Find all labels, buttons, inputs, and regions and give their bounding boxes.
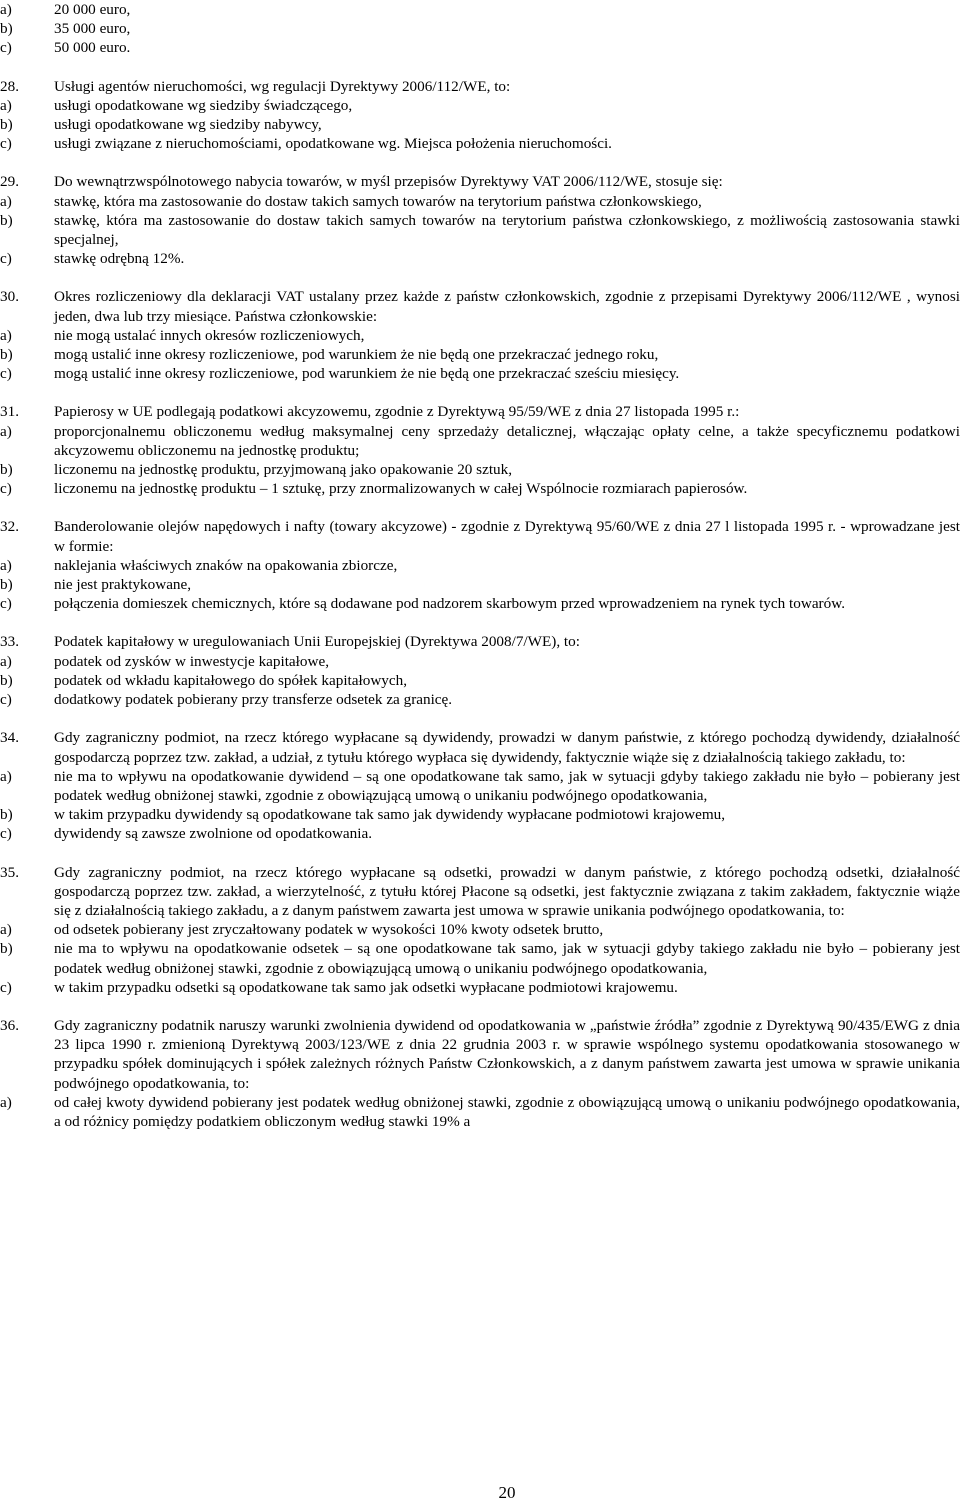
option-text: od odsetek pobierany jest zryczałtowany podatek w wysokości 10% kwoty odsetek brutto,	[54, 921, 604, 939]
spacer	[0, 153, 960, 172]
question-34	[0, 728, 960, 843]
option-c	[0, 824, 960, 843]
option-label: b)	[0, 211, 13, 229]
option-c	[0, 249, 960, 268]
option-text: od całej kwoty dywidend pobierany jest podatek według obniżonej stawki, zgodnie z obowiązującą umową o unikaniu podwójnego opodatkowania, a od różnicy pomiędzy podatkiem obliczonym według stawki 19% a	[54, 1093, 960, 1130]
option-text: 50 000 euro.	[54, 39, 131, 57]
option-label: a)	[0, 1, 12, 18]
option-text: podatek od wkładu kapitałowego do spółek kapitałowych,	[54, 671, 408, 689]
question-stem	[0, 77, 960, 96]
option-text: stawkę odrębną 12%.	[54, 250, 185, 268]
question-text: Gdy zagraniczny podatnik naruszy warunki zwolnienia dywidend od opodatkowania w „państwie źródła” zgodnie z Dyrektywą 90/435/EWG z dnia 23 lipca 1990 r. zmienioną Dyrektywą 2003/123/WE z dnia 22 grudnia 2003 r. w sprawie wspólnego systemu opodatkowania stosowanego w przypadku spółek dominujących i spółek zależnych różnych Państw Członkowskich, a z danym państwem zawarta jest umowa w sprawie unikania podwójnego opodatkowania, to:	[54, 1016, 960, 1092]
question-28	[0, 77, 960, 154]
option-label: b)	[0, 346, 13, 364]
option-b	[0, 671, 960, 690]
option-label: a)	[0, 767, 12, 785]
option-c	[0, 978, 960, 997]
option-label: b)	[0, 806, 13, 824]
option-text: w takim przypadku odsetki są opodatkowane tak samo jak odsetki wypłacane podmiotowi krajowemu.	[54, 978, 678, 996]
option-c	[0, 479, 960, 498]
option-a	[0, 0, 960, 19]
option-label: c)	[0, 825, 12, 843]
option-a	[0, 767, 960, 805]
question-35	[0, 863, 960, 997]
option-text: stawkę, która ma zastosowanie do dostaw takich samych towarów na terytorium państwa członkowskiego, z możliwością zastosowania stawki specjalnej,	[54, 211, 960, 249]
option-text: naklejania właściwych znaków na opakowania zbiorcze,	[54, 556, 398, 574]
spacer	[0, 613, 960, 632]
question-stem	[0, 517, 960, 555]
question-number: 30.	[0, 288, 19, 306]
option-b	[0, 211, 960, 249]
option-c	[0, 134, 960, 153]
option-a	[0, 652, 960, 671]
question-33	[0, 632, 960, 709]
option-a	[0, 556, 960, 575]
option-text: proporcjonalnemu obliczonemu według maksymalnej ceny sprzedaży detalicznej, włączając opłaty celne, a także specyficznemu podatkowi akcyzowemu obliczonemu na jednostkę produktu;	[54, 422, 960, 459]
option-c	[0, 38, 960, 57]
spacer	[0, 997, 960, 1016]
option-label: b)	[0, 20, 13, 38]
option-text: liczonemu na jednostkę produktu, przyjmowaną jako opakowanie 20 sztuk,	[54, 461, 513, 479]
option-b	[0, 939, 960, 977]
question-text: Gdy zagraniczny podmiot, na rzecz którego wypłacane są odsetki, prowadzi w danym państwie, z którego pochodzą odsetki, działalność gospodarczą poprzez tzw. zakład, a wierzytelność, z tytułu której Płacone są odsetki, jest faktycznie związana z takim zakładem, faktycznie wiąże się z działalnością takiego zakładu, a z danym państwem zawarta jest umowa w sprawie unikania podwójnego opodatkowania, to:	[54, 863, 960, 919]
option-a	[0, 326, 960, 345]
option-label: b)	[0, 576, 13, 594]
option-label: b)	[0, 461, 13, 479]
option-label: a)	[0, 96, 12, 114]
option-label: b)	[0, 940, 13, 958]
spacer	[0, 498, 960, 517]
option-b	[0, 345, 960, 364]
option-label: a)	[0, 556, 12, 574]
option-text: dywidendy są zawsze zwolnione od opodatkowania.	[54, 825, 373, 843]
option-label: c)	[0, 978, 12, 996]
option-label: b)	[0, 116, 13, 134]
question-32	[0, 517, 960, 613]
option-text: usługi związane z nieruchomościami, opodatkowane wg. Miejsca położenia nieruchomości.	[54, 135, 612, 153]
option-text: połączenia domieszek chemicznych, które są dodawane pod nadzorem skarbowym przed wprowadzeniem na rynek tych towarów.	[54, 595, 845, 613]
option-label: c)	[0, 39, 12, 57]
option-a	[0, 96, 960, 115]
option-label: a)	[0, 652, 12, 670]
option-label: a)	[0, 422, 12, 440]
question-number: 29.	[0, 173, 19, 191]
option-text: 35 000 euro,	[54, 20, 131, 38]
option-label: c)	[0, 595, 12, 613]
question-number: 31.	[0, 403, 19, 421]
option-text: stawkę, która ma zastosowanie do dostaw takich samych towarów na terytorium państwa członkowskiego,	[54, 192, 702, 210]
question-36	[0, 1016, 960, 1131]
question-number: 34.	[0, 729, 19, 747]
option-label: a)	[0, 921, 12, 939]
question-stem	[0, 1016, 960, 1093]
question-number: 32.	[0, 518, 19, 536]
option-a	[0, 422, 960, 460]
question-text: Gdy zagraniczny podmiot, na rzecz którego wypłacane są dywidendy, prowadzi w danym państwie, z którego pochodzą dywidendy, działalność gospodarczą poprzez tzw. zakład, a udział, z tytułu którego wypłaca się dywidendy, faktycznie wiąże się z działalnością takiego zakładu, to:	[54, 729, 960, 766]
option-text: w takim przypadku dywidendy są opodatkowane tak samo jak dywidendy wypłacane podmiotowi krajowemu,	[54, 806, 726, 824]
question-29	[0, 172, 960, 268]
question-number: 28.	[0, 77, 19, 95]
spacer	[0, 268, 960, 287]
question-stem	[0, 287, 960, 325]
question-text: Usługi agentów nieruchomości, wg regulacji Dyrektywy 2006/112/WE, to:	[54, 77, 511, 95]
option-a	[0, 1093, 960, 1131]
question-30	[0, 287, 960, 383]
question-27-options	[0, 0, 960, 58]
option-text: liczonemu na jednostkę produktu – 1 sztukę, przy znormalizowanych w całej Wspólnocie rozmiarach papierosów.	[54, 480, 748, 498]
option-label: a)	[0, 192, 12, 210]
question-number: 35.	[0, 863, 19, 881]
question-text: Okres rozliczeniowy dla deklaracji VAT ustalany przez każde z państw członkowskich, zgodnie z przepisami Dyrektywy 2006/112/WE , wynosi jeden, dwa lub trzy miesiące. Państwa członkowskie:	[54, 288, 960, 325]
option-b	[0, 460, 960, 479]
option-label: c)	[0, 250, 12, 268]
option-text: dodatkowy podatek pobierany przy transferze odsetek za granicę.	[54, 691, 453, 709]
option-text: 20 000 euro,	[54, 1, 131, 18]
option-c	[0, 364, 960, 383]
question-31	[0, 402, 960, 498]
option-label: c)	[0, 135, 12, 153]
question-stem	[0, 728, 960, 766]
question-number: 36.	[0, 1016, 19, 1034]
question-text: Do wewnątrzwspólnotowego nabycia towarów, w myśl przepisów Dyrektywy VAT 2006/112/WE, stosuje się:	[54, 173, 723, 191]
question-text: Papierosy w UE podlegają podatkowi akcyzowemu, zgodnie z Dyrektywą 95/59/WE z dnia 27 listopada 1995 r.:	[54, 403, 740, 421]
question-stem	[0, 863, 960, 921]
option-b	[0, 805, 960, 824]
option-text: podatek od zysków w inwestycje kapitałowe,	[54, 652, 329, 670]
option-text: usługi opodatkowane wg siedziby świadczącego,	[54, 96, 353, 114]
option-text: nie ma to wpływu na opodatkowanie dywidend – są one opodatkowane tak samo, jak w sytuacji gdyby takiego zakładu nie było – pobierany jest podatek według obniżonej stawki, zgodnie z obowiązującą umową o unikaniu podwójnego opodatkowania,	[54, 767, 960, 804]
question-number: 33.	[0, 633, 19, 651]
spacer	[0, 844, 960, 863]
question-text: Podatek kapitałowy w uregulowaniach Unii Europejskiej (Dyrektywa 2008/7/WE), to:	[54, 633, 580, 651]
option-label: a)	[0, 1093, 12, 1111]
option-b	[0, 575, 960, 594]
question-stem	[0, 172, 960, 191]
option-label: c)	[0, 365, 12, 383]
question-stem	[0, 402, 960, 421]
option-label: c)	[0, 691, 12, 709]
option-text: usługi opodatkowane wg siedziby nabywcy,	[54, 116, 322, 134]
option-a	[0, 920, 960, 939]
option-b	[0, 19, 960, 38]
option-text: nie ma to wpływu na opodatkowanie odsetek – są one opodatkowane tak samo, jak w sytuacji gdyby takiego zakładu nie było – pobierany jest podatek według obniżonej stawki, zgodnie z obowiązującą umową o unikaniu podwójnego opodatkowania,	[54, 940, 960, 977]
option-label: c)	[0, 480, 12, 498]
option-b	[0, 115, 960, 134]
page-number: 20	[498, 1483, 516, 1502]
option-text: nie jest praktykowane,	[54, 576, 192, 594]
option-label: b)	[0, 671, 13, 689]
spacer	[0, 383, 960, 402]
option-c	[0, 594, 960, 613]
option-text: mogą ustalić inne okresy rozliczeniowe, pod warunkiem że nie będą one przekraczać sześciu miesięcy.	[54, 365, 680, 383]
spacer	[0, 58, 960, 77]
option-label: a)	[0, 326, 12, 344]
question-stem	[0, 632, 960, 651]
question-text: Banderolowanie olejów napędowych i nafty (towary akcyzowe) - zgodnie z Dyrektywą 95/60/WE z dnia 27 l listopada 1995 r. - wprowadzane jest w formie:	[54, 518, 960, 555]
option-text: mogą ustalić inne okresy rozliczeniowe, pod warunkiem że nie będą one przekraczać jednego roku,	[54, 346, 659, 364]
option-c	[0, 690, 960, 709]
option-text: nie mogą ustalać innych okresów rozliczeniowych,	[54, 326, 365, 344]
spacer	[0, 709, 960, 728]
option-a	[0, 192, 960, 211]
